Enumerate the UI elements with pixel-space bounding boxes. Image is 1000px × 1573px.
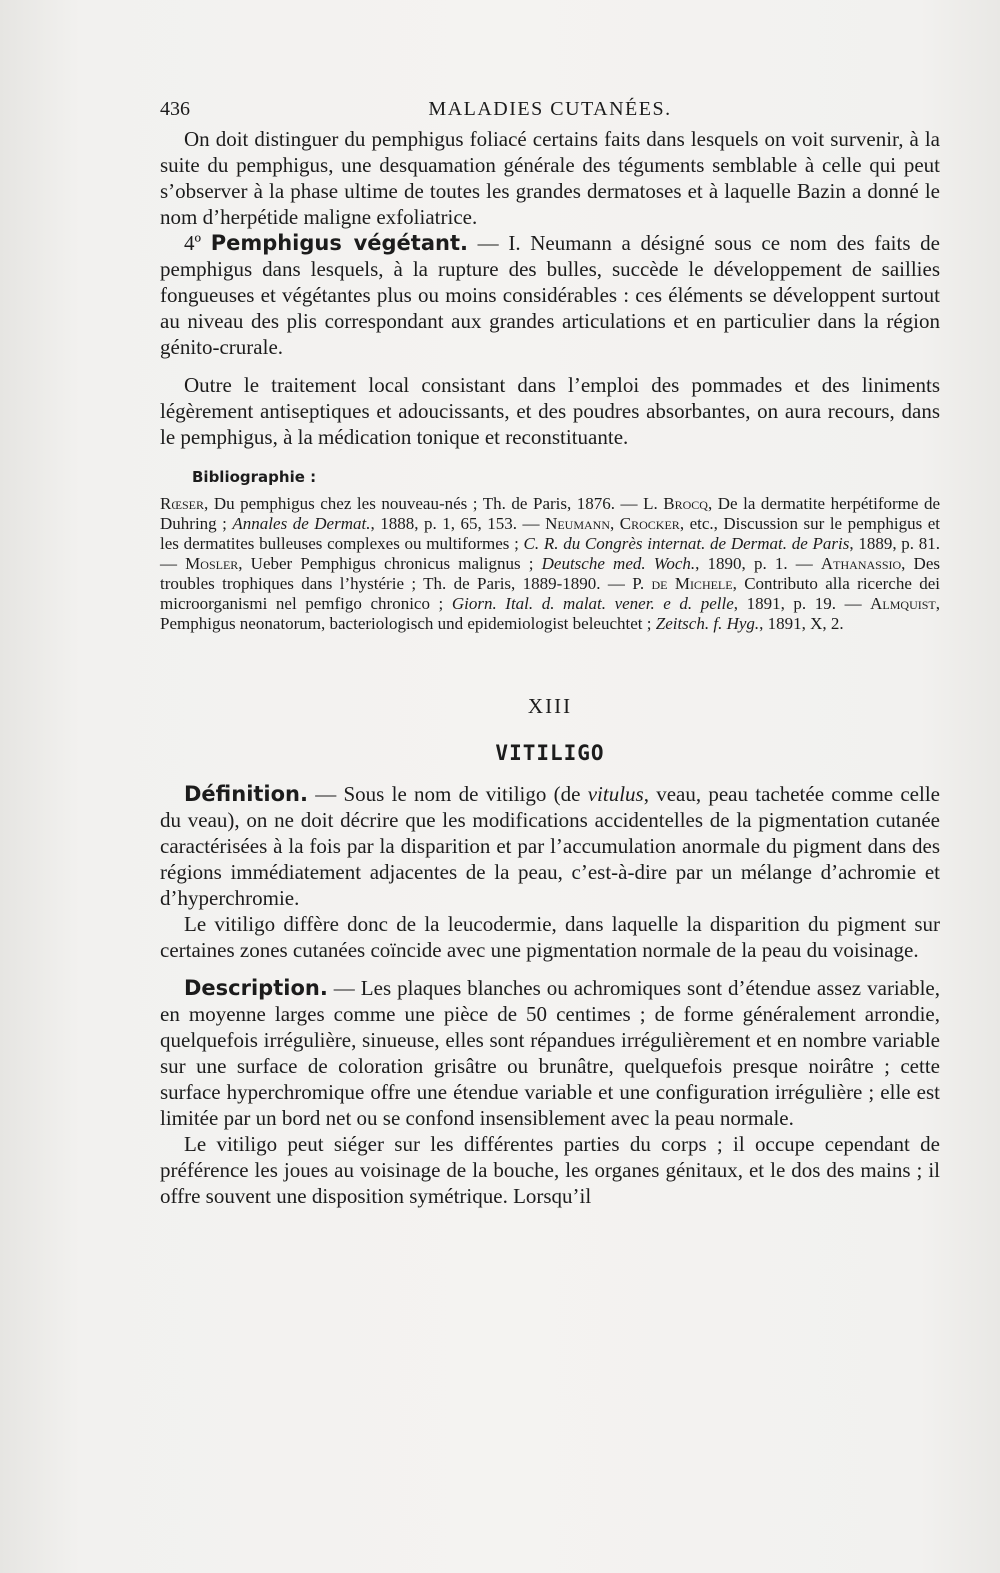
bibliography-heading: Bibliographie : [192, 468, 317, 486]
running-head: MALADIES CUTANÉES. [428, 98, 672, 120]
bibliography-segment: , 1891, X, 2. [759, 614, 844, 633]
definition-segment: vitulus [587, 782, 644, 806]
bibliography-segment: Giorn. Ital. d. malat. vener. e d. pelle [451, 594, 734, 613]
bibliography-segment: , 1891, p. 19. — [733, 594, 871, 613]
paragraph-description [160, 975, 940, 1131]
paragraph-definition [160, 781, 940, 911]
section-number-marker: 4º [184, 231, 202, 255]
bibliography-segment: , [610, 514, 620, 533]
bibliography-segment: C. R. du Congrès internat. de Dermat. de Paris [523, 534, 850, 553]
bibliography-segment: Zeitsch. f. Hyg. [655, 614, 760, 633]
bibliography-segment: Deutsche med. Woch. [541, 554, 696, 573]
bibliography-segment: , Ueber Pemphigus chronicus malignus ; [238, 554, 542, 573]
definition-segment: — Sous le nom de vitiligo (de [307, 782, 588, 806]
pemphigus-vegetant-heading: Pemphigus végétant. [210, 231, 468, 255]
bibliography-segment: , Des troubles trophiques dans l’hystérie ; Th. de Paris, 1889-1890. — [160, 554, 940, 593]
bibliography-segment: Crocker [619, 514, 680, 533]
chapter-number: XIII [527, 694, 573, 718]
bibliography-segment: Annales de Dermat. [232, 514, 371, 533]
bibliography-segment: , Du pemphigus chez les nouveau-nés ; Th. de Paris, 1876. — [204, 494, 644, 513]
bibliography-segment: , Contributo alla ricerche dei microorganismi nel pemfigo chronico ; [160, 574, 941, 613]
paragraph-traitement: Outre le traitement local consistant dans l’emploi des pommades et des liniments légèrement antiseptiques et adoucissants, et des poudres absorbantes, on aura recours, dans le pemphigus, à la médication tonique et reconstituante. [160, 373, 940, 449]
pemphigus-vegetant-text: — I. Neumann a désigné sous ce nom des faits de pemphigus dans lesquels, à la rupture des bulles, succède le développement de saillies fongueuses et végétantes plus ou moins considérables : ces éléments se développent surtout au niveau des plis correspondant aux grandes articulations et en particulier dans la région génito-crurale. [160, 231, 940, 359]
bibliography-segment: Rœser [160, 494, 205, 513]
bibliography-segment: L. Brocq [643, 494, 708, 513]
bibliography-segment: , 1890, p. 1. — [695, 554, 821, 573]
paragraph-pemphigus-vegetant [160, 230, 940, 360]
bibliography-segment: , De la dermatite herpétiforme de Duhring ; [160, 494, 940, 533]
bibliography-segment: Athanassio [820, 554, 902, 573]
bibliography-segment: Neumann [545, 514, 611, 533]
definition-segment: , veau, peau tachetée comme celle du veau), on ne doit décrire que les modifications accidentelles de la pigmentation cutanée caractérisées à la fois par la disparition et par l’accumulation anormale du pigment dans des régions immédiatement adjacentes de la peau, c’est-à-dire par un mélange d’achromie et d’hyperchromie. [160, 782, 940, 910]
paragraph-foliace: On doit distinguer du pemphigus foliacé certains faits dans lesquels on voit survenir, à la suite du pemphigus, une desquamation générale des téguments semblable à celle qui peut s’observer à la phase ultime de toutes les grandes dermatoses et à laquelle Bazin a donné le nom d’herpétide maligne exfoliatrice. [160, 127, 940, 229]
bibliography-segment: Almquist [870, 594, 936, 613]
page-content [160, 98, 940, 1209]
bibliography-segment: Mosler [185, 554, 239, 573]
page-number: 436 [160, 98, 190, 120]
definition-heading: Définition. [184, 782, 308, 806]
description-text: — Les plaques blanches ou achromiques sont d’étendue assez variable, en moyenne larges comme une pièce de 50 centimes ; de forme généralement arrondie, quelquefois irrégulière, sinueuse, elles sont répandues irrégulièrement et en nombre variable sur une surface de coloration grisâtre ou brunâtre, quelquefois presque noirâtre ; cette surface hyperchromique offre une étendue variable et une configuration irrégulière ; elle est limitée par un bord net ou se confond insensiblement avec la peau normale. [160, 976, 940, 1130]
paragraph-leucodermie: Le vitiligo diffère donc de la leucodermie, dans laquelle la disparition du pigment sur certaines zones cutanées coïncide avec une pigmentation normale de la peau du voisinage. [160, 912, 940, 962]
bibliography-text [160, 494, 940, 634]
bibliography-segment: , 1888, p. 1, 65, 153. — [370, 514, 546, 533]
chapter-title: VITILIGO [495, 741, 605, 765]
paragraph-localisation: Le vitiligo peut siéger sur les différentes parties du corps ; il occupe cependant de préférence les joues au voisinage de la bouche, les organes génitaux, et le dos des mains ; il offre souvent une disposition symétrique. Lorsqu’il [160, 1132, 940, 1208]
page-header [160, 98, 940, 126]
bibliography-segment: , Pemphigus neonatorum, bacteriologisch und epidemiologist beleuchtet ; [160, 594, 940, 633]
description-heading: Description. [184, 976, 328, 1000]
bibliography-segment: P. de Michele [632, 574, 733, 593]
bibliography-segment: , etc., Discussion sur le pemphigus et les dermatites bulleuses complexes ou multiformes ; [160, 514, 941, 553]
bibliography-segment: , 1889, p. 81. — [160, 534, 941, 573]
